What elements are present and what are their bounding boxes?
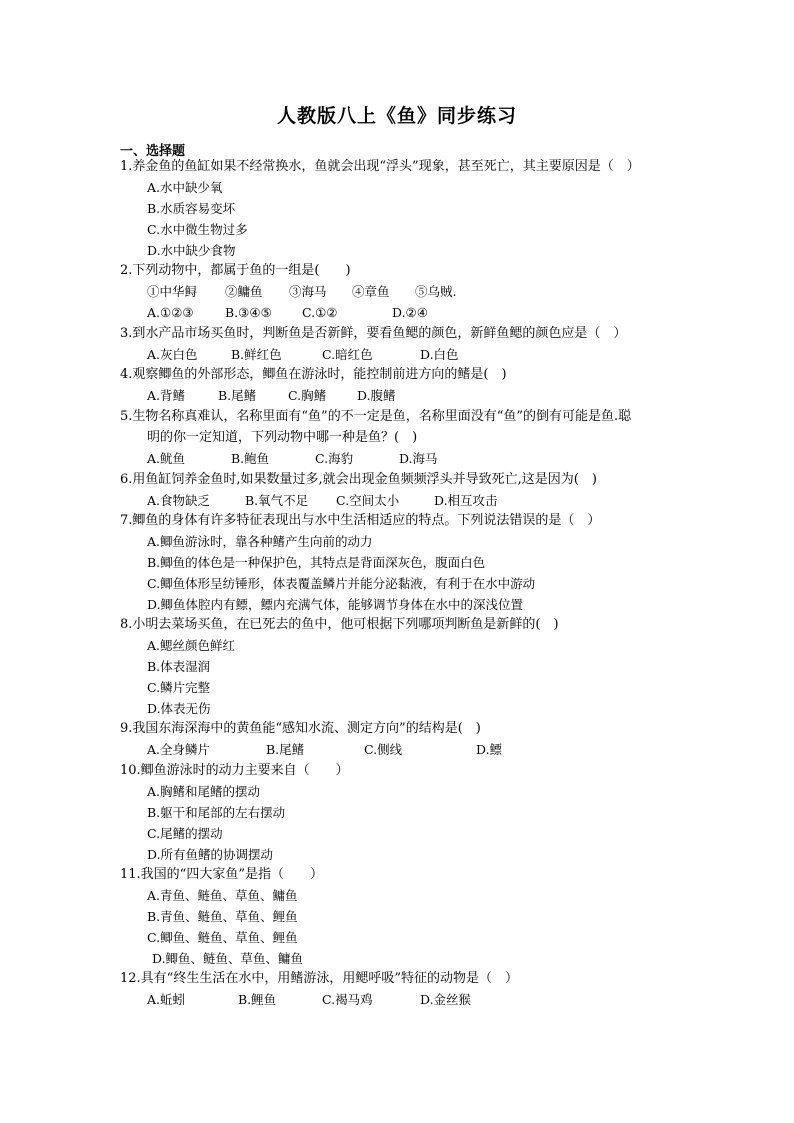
option-2d[interactable]: D.②④ <box>392 305 428 320</box>
option-6c[interactable]: C.空间太小 <box>336 493 400 508</box>
option-10a[interactable]: A.胸鳍和尾鳍的摆动 <box>147 784 261 799</box>
option-11b[interactable]: B.青鱼、鲢鱼、草鱼、鲤鱼 <box>147 909 298 924</box>
question-12: 12.具有“终生生活在水中，用鳍游泳，用鳃呼吸”特征的动物是（ ） <box>120 971 518 986</box>
question-8: 8.小明去菜场买鱼，在已死去的鱼中，他可根据下列哪项判断鱼是新鲜的( ) <box>120 617 559 632</box>
option-6d[interactable]: D.相互攻击 <box>434 493 498 508</box>
question-5: 5.生物名称真难认，名称里面有“鱼”的不一定是鱼，名称里面没有“鱼”的倒有可能是鱼.聪 <box>120 409 632 424</box>
option-9c[interactable]: C.侧线 <box>364 742 403 757</box>
option-6b[interactable]: B.氧气不足 <box>245 493 309 508</box>
option-11d[interactable]: D.鲫鱼、鲢鱼、草鱼、鳙鱼 <box>152 951 304 966</box>
page-title: 人教版八上《鱼》同步练习 <box>276 105 517 127</box>
option-2a[interactable]: A.①②③ <box>147 305 194 320</box>
option-4b[interactable]: B.尾鳍 <box>218 388 257 403</box>
question-6: 6.用鱼缸饲养金鱼时,如果数量过多,就会出现金鱼频频浮头并导致死亡,这是因为( ) <box>120 472 597 487</box>
option-8a[interactable]: A.鳃丝颜色鲜红 <box>147 638 236 653</box>
option-8c[interactable]: C.鳞片完整 <box>147 680 211 695</box>
option-7a[interactable]: A.鲫鱼游泳时，靠各种鳍产生向前的动力 <box>147 534 373 549</box>
option-12b[interactable]: B.鲤鱼 <box>238 992 277 1007</box>
option-9a[interactable]: A.全身鳞片 <box>147 742 211 757</box>
option-3d[interactable]: D.白色 <box>420 347 459 362</box>
option-1a[interactable]: A.水中缺少氧 <box>147 180 223 195</box>
option-3b[interactable]: B.鲜红色 <box>231 347 282 362</box>
option-5d[interactable]: D.海马 <box>399 451 438 466</box>
option-1b[interactable]: B.水质容易变坏 <box>147 201 236 216</box>
option-8b[interactable]: B.体表湿润 <box>147 659 211 674</box>
question-5-continued: 明的你一定知道，下列动物中哪一种是鱼？( ) <box>147 430 418 445</box>
option-4d[interactable]: D.腹鳍 <box>357 388 396 403</box>
option-8d[interactable]: D.体表无伤 <box>147 701 211 716</box>
option-7d[interactable]: D.鲫鱼体腔内有鳔，鳔内充满气体，能够调节身体在水中的深浅位置 <box>147 597 524 612</box>
option-10d[interactable]: D.所有鱼鳍的协调摆动 <box>147 847 274 862</box>
option-9b[interactable]: B.尾鳍 <box>266 742 305 757</box>
item-2-4: ④章鱼 <box>352 284 390 299</box>
option-1c[interactable]: C.水中微生物过多 <box>147 222 248 237</box>
option-3c[interactable]: C.暗红色 <box>322 347 373 362</box>
option-4a[interactable]: A.背鳍 <box>147 388 186 403</box>
option-12d[interactable]: D.金丝猴 <box>420 992 472 1007</box>
option-2b[interactable]: B.③④⑤ <box>225 305 272 320</box>
question-10: 10.鲫鱼游泳时的动力主要来自（ ） <box>120 763 349 778</box>
question-9: 9.我国东海深海中的黄鱼能“感知水流、测定方向”的结构是( ) <box>120 721 481 736</box>
item-2-3: ③海马 <box>289 284 327 299</box>
question-11: 11.我国的“四大家鱼”是指（ ） <box>120 867 323 882</box>
question-3: 3.到水产品市场买鱼时，判断鱼是否新鲜，要看鱼鳃的颜色，新鲜鱼鳃的颜色应是（ ） <box>120 326 627 341</box>
item-2-5: ⑤乌贼. <box>415 284 457 299</box>
option-5c[interactable]: C.海豹 <box>315 451 354 466</box>
option-11a[interactable]: A.青鱼、鲢鱼、草鱼、鳙鱼 <box>147 888 298 903</box>
option-11c[interactable]: C.鲫鱼、鲢鱼、草鱼、鲤鱼 <box>147 930 298 945</box>
option-9d[interactable]: D.鳔 <box>476 742 503 757</box>
option-12a[interactable]: A.蚯蚓 <box>147 992 186 1007</box>
option-10c[interactable]: C.尾鳍的摆动 <box>147 826 223 841</box>
question-2: 2.下列动物中，都属于鱼的一组是( ) <box>120 263 351 278</box>
option-12c[interactable]: C.褐马鸡 <box>322 992 373 1007</box>
option-10b[interactable]: B.躯干和尾部的左右摆动 <box>147 805 286 820</box>
question-7: 7.鲫鱼的身体有许多特征表现出与水中生活相适应的特点。下列说法错误的是（ ） <box>120 513 601 528</box>
option-2c[interactable]: C.①② <box>302 305 338 320</box>
option-7c[interactable]: C.鲫鱼体形呈纺锤形，体表覆盖鳞片并能分泌黏液，有利于在水中游动 <box>147 576 536 591</box>
option-1d[interactable]: D.水中缺少食物 <box>147 243 236 258</box>
option-5a[interactable]: A.鱿鱼 <box>147 451 186 466</box>
section-heading: 一、选择题 <box>120 144 186 159</box>
item-2-2: ②鳙鱼 <box>225 284 263 299</box>
option-4c[interactable]: C.胸鳍 <box>288 388 327 403</box>
option-6a[interactable]: A.食物缺乏 <box>147 493 211 508</box>
item-2-1: ①中华鲟 <box>147 284 198 299</box>
option-5b[interactable]: B.鲍鱼 <box>231 451 270 466</box>
question-4: 4.观察鲫鱼的外部形态，鲫鱼在游泳时，能控制前进方向的鳍是( ) <box>120 367 507 382</box>
option-7b[interactable]: B.鲫鱼的体色是一种保护色，其特点是背面深灰色，腹面白色 <box>147 555 486 570</box>
option-3a[interactable]: A.灰白色 <box>147 347 198 362</box>
question-1: 1.养金鱼的鱼缸如果不经常换水，鱼就会出现“浮头”现象，甚至死亡，其主要原因是（ ） <box>120 159 640 174</box>
